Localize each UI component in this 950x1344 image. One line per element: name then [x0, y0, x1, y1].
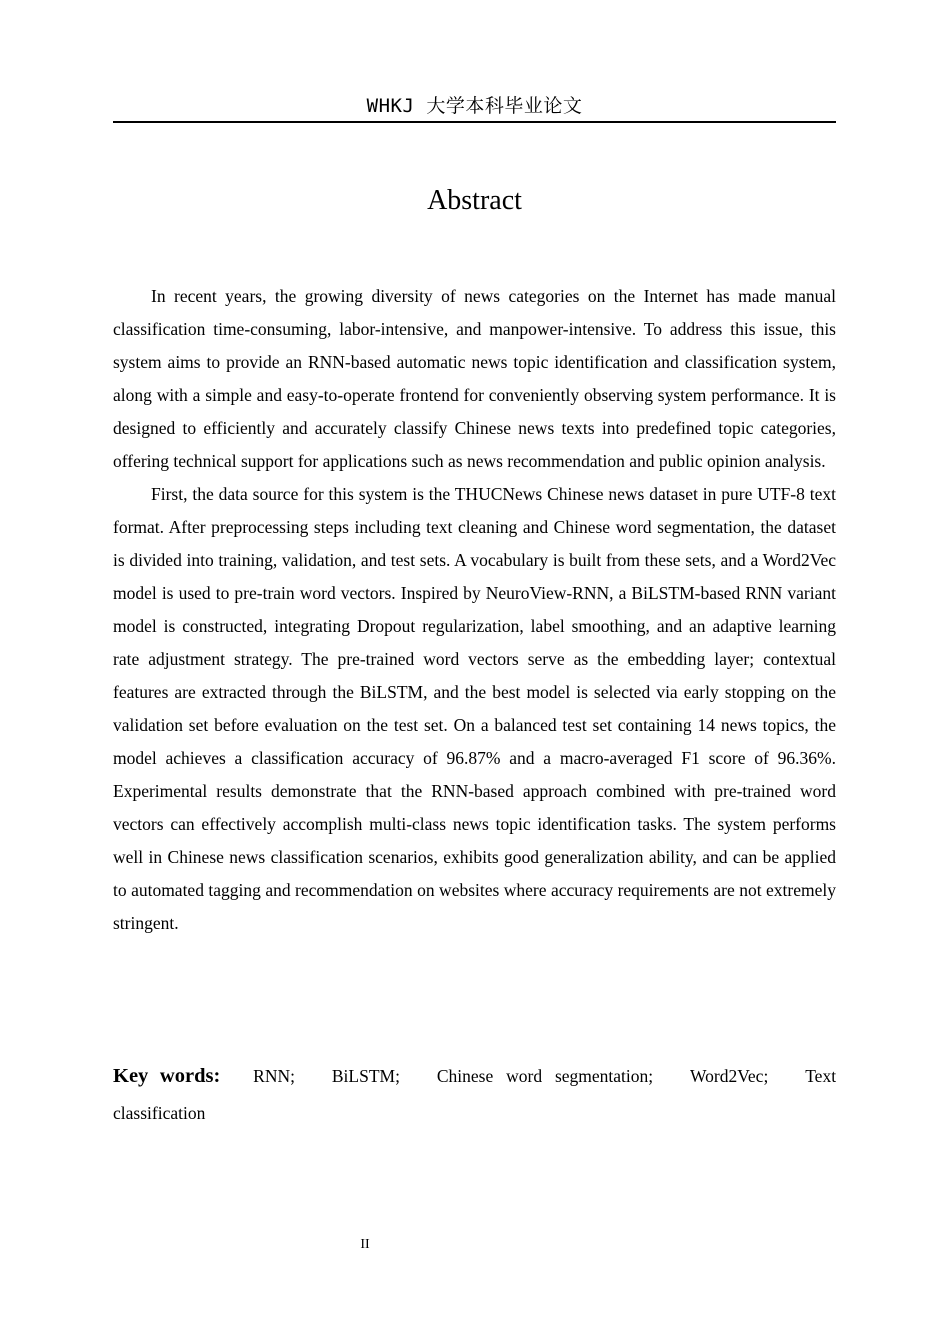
keywords-label: Key words: [113, 1065, 221, 1087]
header-rule [113, 121, 836, 123]
keyword-item: RNN; [253, 1066, 295, 1086]
abstract-body [113, 280, 836, 940]
keywords-line [113, 1058, 836, 1132]
keyword-item: Text classification [113, 1066, 837, 1123]
abstract-paragraph-2: First, the data source for this system is the THUCNews Chinese news dataset in pure UTF-8 text format. After preprocessing steps including text cleaning and Chinese word segmentation, the dataset is divided into training, validation, and test sets. A vocabulary is built from these sets, and a Word2Vec model is used to pre-train word vectors. Inspired by NeuroView-RNN, a BiLSTM-based RNN variant model is constructed, integrating Dropout regularization, label smoothing, and an adaptive learning rate adjustment strategy. The pre-trained word vectors serve as the embedding layer; contextual features are extracted through the BiLSTM, and the best model is selected via early stopping on the validation set before evaluation on the test set. On a balanced test set containing 14 news topics, the model achieves a classification accuracy of 96.87% and a macro-averaged F1 score of 96.36%. Experimental results demonstrate that the RNN-based approach combined with pre-trained word vectors can effectively accomplish multi-class news topic identification tasks. The system performs well in Chinese news classification scenarios, exhibits good generalization ability, and can be applied to automated tagging and recommendation on websites where accuracy requirements are not extremely stringent. [113, 484, 836, 933]
keyword-item: Chinese word segmentation; [436, 1066, 654, 1086]
running-header: WHKJ 大学本科毕业论文 [366, 95, 583, 117]
page-number: II [360, 1237, 370, 1252]
keyword-item: BiLSTM; [331, 1066, 400, 1086]
abstract-paragraph-1: In recent years, the growing diversity of news categories on the Internet has made manual classification time-consuming, labor-intensive, and manpower-intensive. To address this issue, this system aims to provide an RNN-based automatic news topic identification and classification system, along with a simple and easy-to-operate frontend for conveniently observing system performance. It is designed to efficiently and accurately classify Chinese news texts into predefined topic categories, offering technical support for applications such as news recommendation and public opinion analysis. [113, 286, 836, 471]
abstract-title: Abstract [427, 185, 522, 216]
keyword-item: Word2Vec; [690, 1066, 769, 1086]
